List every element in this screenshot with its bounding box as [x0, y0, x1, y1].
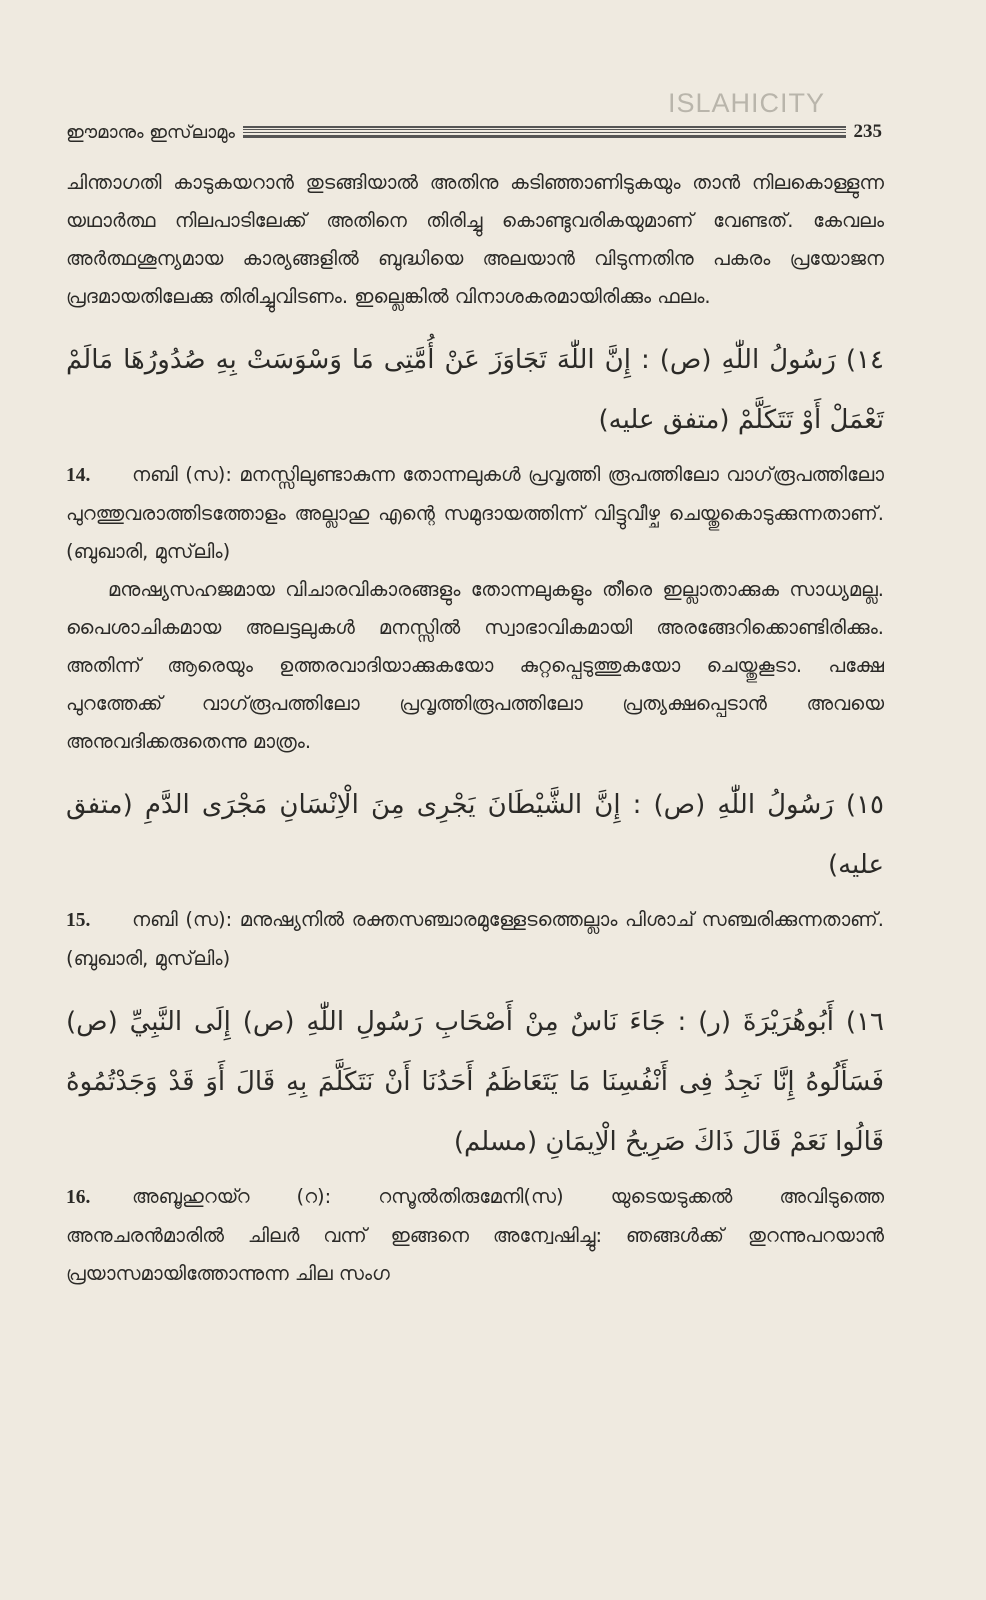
- hadith-14-commentary: മനുഷ്യസഹജമായ വിചാരവികാരങ്ങളും തോന്നലുകളും തീരെ ഇല്ലാതാക്കുക സാധ്യമല്ല. പൈശാചികമായ അലട്ടലുകൾ മനസ്സിൽ സ്വാഭാവികമായി അരങ്ങേറിക്കൊണ്ടിരിക്കും. അതിന്ന് ആരെയും ഉത്തരവാദിയാക്കുകയോ കുറ്റപ്പെടുത്തുകയോ ചെയ്തുകൂടാ. പക്ഷേ പുറത്തേക്ക് വാഗ്‌രൂപത്തിലോ പ്രവൃത്തിരൂപത്തിലോ പ്രത്യക്ഷപ്പെടാൻ അവയെ അനുവദിക്കരുതെന്നു മാത്രം.: [66, 578, 884, 753]
- hadith-15-text: നബി (സ): മനുഷ്യനിൽ രക്തസഞ്ചാരമുള്ളേടത്തെല്ലാം പിശാച് സഞ്ചരിക്കുന്നതാണ്. (ബുഖാരി, മുസ്‌ലിം): [66, 908, 884, 970]
- header-rule: [243, 126, 846, 138]
- hadith-15-translation: [66, 901, 884, 978]
- running-header: [66, 118, 882, 146]
- hadith-16-translation: [66, 1178, 884, 1293]
- chapter-title: ഈമാനും ഇസ്‌ലാമും: [66, 121, 235, 143]
- hadith-16-text: അബൂഹുറയ്റ (റ): റസൂൽതിരുമേനി(സ) യുടെയടുക്കൽ അവിടുത്തെ അനുചരൻമാരിൽ ചിലർ വന്ന് ഇങ്ങനെ അന്വേഷിച്ചു: ഞങ്ങൾക്ക് തുറന്നുപറയാൻ പ്രയാസമായിത്തോന്നുന്ന ചില സംഗ: [66, 1185, 884, 1285]
- hadith-16-arabic: ١٦) أَبُوهُرَيْرَةَ (ر) : جَاءَ نَاسٌ مِنْ أَصْحَابِ رَسُولِ اللّٰهِ (ص) إِلَى النَّبِيِّ (ص) فَسَأَلُوهُ إِنَّا نَجِدُ فِى أَنْفُسِنَا مَا يَتَعَاظَمُ أَحَدُنَا أَنْ نَتَكَلَّمَ بِهِ قَالَ أَوَ قَدْ وَجَدْتُمُوهُ قَالُوا نَعَمْ قَالَ ذَاكَ صَرِيحُ الْاِيمَانِ (مسلم): [66, 1007, 884, 1157]
- page-body: [66, 164, 884, 1293]
- hadith-14-text: നബി (സ): മനസ്സിലുണ്ടാകുന്ന തോന്നലുകൾ പ്രവൃത്തി രൂപത്തിലോ വാഗ്‌രൂപത്തിലോ പുറത്തുവരാത്തിടത്തോളം അല്ലാഹു എന്റെ സമുദായത്തിന്ന് വിട്ടുവീഴ്ച ചെയ്തുകൊടുക്കുന്നതാണ്. (ബുഖാരി, മുസ്‌ലിം): [66, 463, 884, 563]
- intro-paragraph: ചിന്താഗതി കാടുകയറാൻ തുടങ്ങിയാൽ അതിനു കടിഞ്ഞാണിടുകയും താൻ നിലകൊള്ളുന്ന യഥാർത്ഥ നിലപാടിലേക്ക് അതിനെ തിരിച്ചു കൊണ്ടുവരികയുമാണ് വേണ്ടത്. കേവലം അർത്ഥശൂന്യമായ കാര്യങ്ങളിൽ ബുദ്ധിയെ അലയാൻ വിടുന്നതിനു പകരം പ്രയോജന പ്രദമായതിലേക്കു തിരിച്ചുവിടണം. ഇല്ലെങ്കിൽ വിനാശകരമായിരിക്കും ഫലം.: [66, 171, 884, 308]
- page-number: 235: [853, 121, 882, 142]
- hadith-number: 15.: [66, 910, 91, 931]
- hadith-14-translation: [66, 456, 884, 571]
- hadith-number: 14.: [66, 465, 91, 486]
- watermark: ISLAHICITY: [668, 88, 826, 118]
- hadith-14-arabic: ١٤) رَسُولُ اللّٰهِ (ص) : إِنَّ اللّٰهَ تَجَاوَزَ عَنْ أُمَّتِى مَا وَسْوَسَتْ بِهِ صُدُورُهَا مَالَمْ تَعْمَلْ أَوْ تَتَكَلَّمْ (متفق عليه): [66, 345, 884, 435]
- hadith-number: 16.: [66, 1187, 91, 1208]
- hadith-15-arabic: ١٥) رَسُولُ اللّٰهِ (ص) : إِنَّ الشَّيْطَانَ يَجْرِى مِنَ الْاِنْسَانِ مَجْرَى الدَّمِ (متفق عليه): [66, 790, 884, 880]
